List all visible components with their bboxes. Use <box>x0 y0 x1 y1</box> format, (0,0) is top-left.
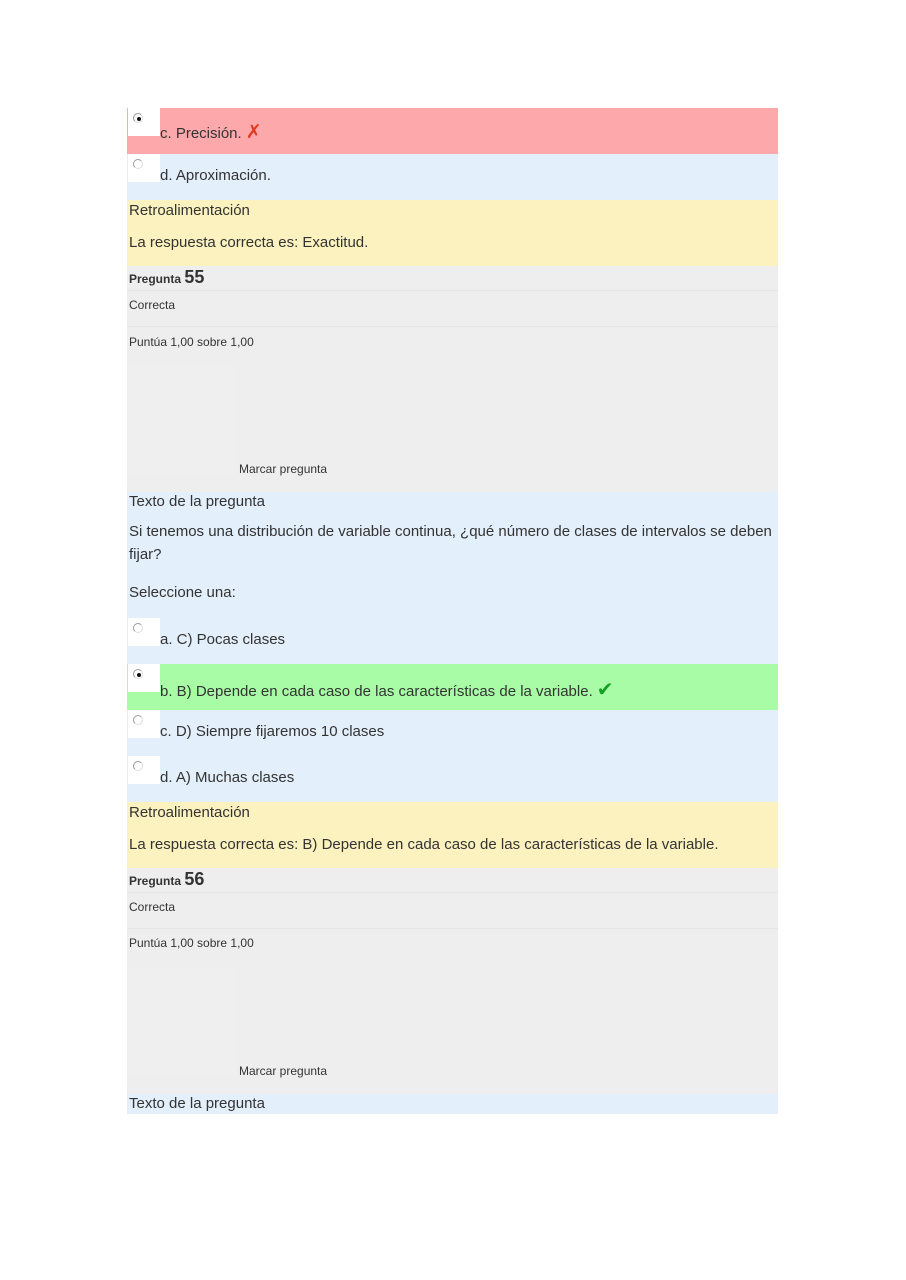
flag-question-link[interactable]: Marcar pregunta <box>239 1064 328 1078</box>
radio-container <box>128 756 160 784</box>
question-text-title: Texto de la pregunta <box>129 493 265 510</box>
question-number: Pregunta 56 <box>129 869 205 889</box>
question-state <box>127 290 778 326</box>
radio-container <box>128 154 160 182</box>
radio-container <box>128 108 160 136</box>
question-text-title: Texto de la pregunta <box>129 1095 265 1112</box>
radio-button-prev-d[interactable] <box>133 159 143 169</box>
option-label: a. C) Pocas clases <box>160 631 286 648</box>
select-prompt-row <box>127 578 778 618</box>
flag-icon-area <box>127 366 237 474</box>
question-state <box>127 892 778 928</box>
question-text: Si tenemos una distribución de variable continua, ¿qué número de clases de intervalos se deben fijar? <box>129 523 772 563</box>
question-text-heading <box>127 1094 778 1114</box>
flag-question-area <box>127 366 778 492</box>
option-label: c. D) Siempre fijaremos 10 clases <box>160 723 385 740</box>
option-row-prev-c[interactable] <box>127 108 778 154</box>
question-status: Correcta <box>129 900 176 914</box>
feedback-title: Retroalimentación <box>129 804 250 821</box>
option-row-b[interactable] <box>127 664 778 710</box>
flag-question-area <box>127 968 778 1094</box>
radio-container <box>128 618 160 646</box>
radio-button-d[interactable] <box>133 761 143 771</box>
question-number-header <box>127 266 778 290</box>
select-prompt: Seleccione una: <box>129 584 236 601</box>
question-score: Puntúa 1,00 sobre 1,00 <box>129 936 254 950</box>
radio-button-b[interactable] <box>133 669 143 679</box>
question-text-heading <box>127 492 778 516</box>
feedback-title: Retroalimentación <box>129 202 250 219</box>
flag-question-link[interactable]: Marcar pregunta <box>239 462 328 476</box>
feedback-box <box>127 802 778 868</box>
radio-container <box>128 664 160 692</box>
radio-button-prev-c[interactable] <box>133 113 143 123</box>
question-score: Puntúa 1,00 sobre 1,00 <box>129 335 254 349</box>
feedback-text: La respuesta correcta es: B) Depende en cada caso de las características de la variable. <box>129 836 719 853</box>
radio-button-a[interactable] <box>133 623 143 633</box>
option-row-d[interactable] <box>127 756 778 802</box>
option-label: d. Aproximación. <box>160 167 271 184</box>
flag-icon-area <box>127 968 237 1076</box>
option-row-prev-d[interactable] <box>127 154 778 200</box>
option-row-c[interactable] <box>127 710 778 756</box>
option-label: b. B) Depende en cada caso de las características de la variable. ✔ <box>160 679 614 701</box>
feedback-text: La respuesta correcta es: Exactitud. <box>129 234 369 251</box>
question-text-block <box>127 516 778 578</box>
incorrect-cross-icon: ✗ <box>245 122 262 143</box>
option-row-a[interactable] <box>127 618 778 664</box>
question-number: Pregunta 55 <box>129 267 205 287</box>
quiz-review-column <box>127 108 778 1114</box>
question-status: Correcta <box>129 298 176 312</box>
radio-button-c[interactable] <box>133 715 143 725</box>
option-label: c. Precisión. ✗ <box>160 122 262 143</box>
option-label: d. A) Muchas clases <box>160 769 295 786</box>
question-number-header <box>127 868 778 892</box>
feedback-box-prev <box>127 200 778 266</box>
question-grade <box>127 928 778 968</box>
radio-container <box>128 710 160 738</box>
correct-check-icon: ✔ <box>596 679 614 701</box>
question-grade <box>127 326 778 366</box>
